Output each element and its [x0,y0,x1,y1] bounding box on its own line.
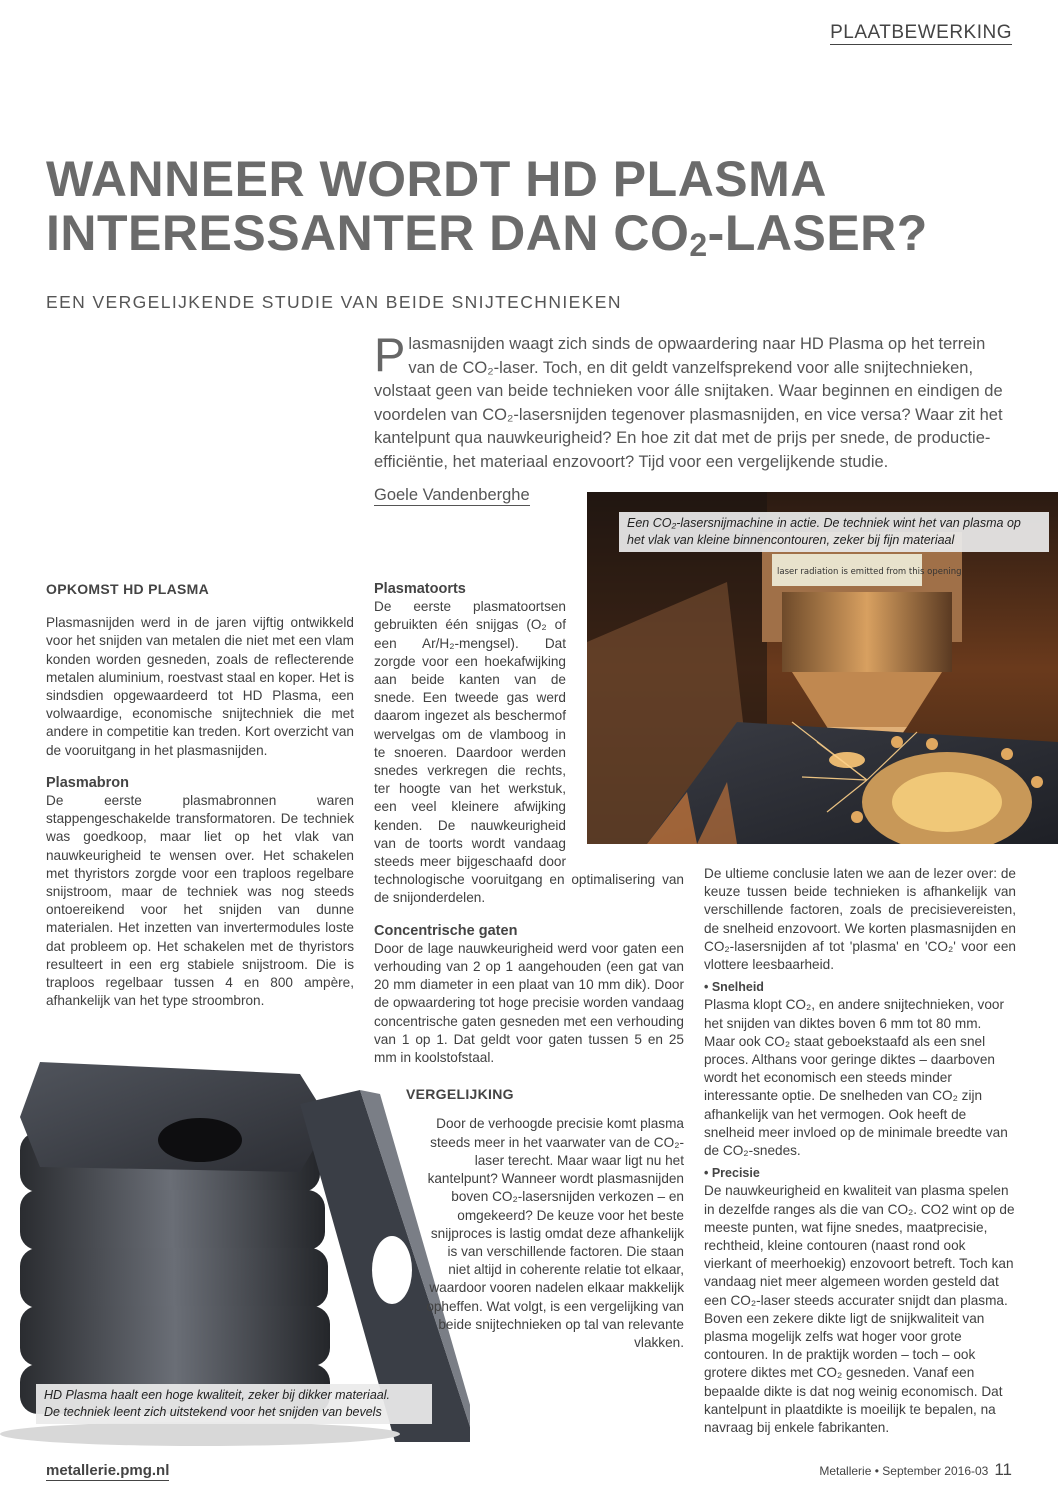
plasmatoorts-block [374,580,566,598]
title-subscript: 2 [689,227,708,263]
bullet-snelheid-title: • Snelheid [704,980,764,995]
bullet-precisie-title: • Precisie [704,1166,760,1181]
footer-issue-text: Metallerie • September 2016-03 [819,1464,989,1478]
paragraph-concentrische-gaten: Door de lage nauwkeurigheid werd voor gaten een verhouding van 2 op 1 aangehouden (een gat van 20 mm diameter in een plaat van 10 mm dik). Door de opwaardering tot hoge precisie worden vandaag concentrische gaten gesneden met een verhouding van 1 op 1. Dat geldt voor gaten tussen 5 en 25 mm in koolstofstaal. [374,940,684,1066]
heading-concentrische-gaten: Concentrische gaten [374,922,518,939]
plasma-caption-line2: De techniek leent zich uitstekend voor het snijden van bevels [44,1405,382,1419]
paragraph-plasmatoorts [374,598,684,907]
page-number: 11 [994,1460,1012,1479]
intro-text: lasmasnijden waagt zich sinds de opwaardering naar HD Plasma op het terrein van de CO₂-laser. Toch, en dit geldt vanzelfsprekend voor alle snijtechnieken, volstaat geen van beide technieken voor álle snijtaken. Waar beginnen en eindigen de voordelen van CO₂-lasersnijden tegenover plasmasnijden, en vice versa? Waar zit het kantelpunt qua nauwkeurigheid? En hoe zit dat met de prijs per snede, de productie-efficiëntie, het materiaal enzovoort? Tijd voor een vergelijkende studie. [374,335,1003,471]
heading-vergelijking: VERGELIJKING [406,1086,514,1103]
section-tag: PLAATBEWERKING [830,22,1012,43]
paragraph-conclusie: De ultieme conclusie laten we aan de lezer over: de keuze tussen beide technieken is afhankelijk van verschillende factoren, zoals de precisievereisten, de snelheid enzovoort. We korten plasmasnijden en CO₂-lasersnijden af tot 'plasma' en 'CO₂' voor een vlottere leesbaarheid. [704,866,1016,973]
column-2 [374,580,684,1352]
paragraph-opkomst: Plasmasnijden werd in de jaren vijftig ontwikkeld voor het snijden van metalen die niet met een vlam konden worden gesneden, zoals de reflecterende metalen aluminium, roestvast staal en koper. Het is sindsdien opgewaardeerd tot HD Plasma, een volwaardige, economische snijtechniek die met andere in competitie kan treden. Kort overzicht van de vooruitgang in het plasmasnijden. [46,615,354,758]
paragraph-vergelijking: Door de verhoogde precisie komt plasma steeds meer in het vaarwater van de CO₂-laser terecht. Maar waar ligt nu het kantelpunt? Wanneer wordt plasmasnijden boven CO₂-lasersnijden verkozen – en omgekeerd? De keuze voor het beste snijproces is lastig omdat deze afhankelijk is van verschillende factoren. Die staan niet altijd in coherente relatie tot elkaar, waardoor vooren nadelen elkaar makkelijk opheffen. Wat volgt, is een vergelijking van beide snijtechnieken op tal van relevante vlakken. [426,1116,684,1350]
column-1 [46,580,354,1010]
title-line2-post: -LASER? [707,205,928,261]
heading-plasmatoorts: Plasmatoorts [374,581,466,597]
bullet-precisie-text: De nauwkeurigheid en kwaliteit van plasma spelen in dezelfde ranges als die van CO₂. CO2 wint op de meeste punten, wat fijne snedes, maatprecisie, rechtheid, kleine contouren (naast rond ook vierkant of meerhoekig) enzovoort betreft. Toch kan vandaag niet meer algemeen worden gesteld dat een CO₂-laser steeds accurater snijdt dan plasma. Boven een zekere dikte ligt de snijkwaliteit van plasma mogelijk zelfs wat hoger voor grote contouren. In de praktijk worden – toch – ook grotere diktes met CO₂ gesneden. Vanaf een bepaalde dikte is dat nog weinig economisch. Dat kantelpunt in plaatdikte is moeilijk te bepalen, na navraag bij enkele fabrikanten. [704,1183,1015,1436]
column-3 [704,865,1016,1437]
title-line2-pre: INTERESSANTER DAN CO [46,205,690,261]
footer-website-link[interactable]: metallerie.pmg.nl [46,1462,170,1479]
article-author: Goele Vandenberghe [374,486,530,504]
photo-wrap-spacer [566,598,684,870]
heading-plasmabron: Plasmabron [46,774,129,791]
laser-photo-caption: Een CO₂-lasersnijmachine in actie. De techniek wint het van plasma op het vlak van kleine binnencontouren, zeker bij fijn materiaal [619,512,1049,552]
paragraph-plasmatoorts-text: De eerste plasmatoortsen gebruikten één snijgas (O₂ of een Ar/H₂-mengsel). Dat zorgde voor een hoekafwijking aan beide kanten van de snede. Een tweede gas werd daarom ingezet als beschermof wervelgas om de vlamboog in te snoeren. Daardoor werden snedes verkregen die rechts, ter hoogte van het werkstuk, een veel kleinere afwijking kenden. De nauwkeurigheid van de toorts wordt vandaag steeds meer bijgeschaafd door technologische vooruitgang en optimalisering van de snijonderdelen. [374,599,684,906]
plasma-caption-line1: HD Plasma haalt een hoge kwaliteit, zeker bij dikker materiaal. [44,1388,390,1402]
article-intro [374,328,1014,474]
paragraph-plasmabron: De eerste plasmabronnen waren stappengeschakelde transformatoren. De techniek was goedkoop, maar liet op het vlak van nauwkeurigheid te wensen over. Het schakelen met thyristors zorgde voor een traploos regelbare snijstroom, maar de techniek was nog steeds ontoereikend voor het snijden van dunne materialen. Het inzetten van invertermodules loste dat probleem op. Het schakelen met de thyristors resulteert in een erg stabiele snijstroom. Die is traploos regelbaar tussen 4 en 800 ampère, afhankelijk van het type stroombron. [46,793,354,1009]
plasma-photo-caption [36,1384,432,1424]
heading-opkomst: OPKOMST HD PLASMA [46,581,209,597]
bullet-snelheid-text: Plasma klopt CO₂, en andere snijtechnieken, voor het snijden van diktes boven 6 mm tot 80 mm. Maar ook CO₂ staat geboekstaafd als een snel proces. Althans voor geringe diktes – daarboven wordt het economisch een steeds minder interessante optie. De snelheden van CO₂ zijn afhankelijk van het vermogen. Ook heeft de snelheid meer invloed op de minimale breedte van de CO₂-snedes. [704,997,1008,1159]
article-subtitle: EEN VERGELIJKENDE STUDIE VAN BEIDE SNIJTECHNIEKEN [46,292,622,312]
laser-warning-label: laser radiation is emitted from this opening [777,567,962,577]
article-title [46,152,1006,272]
title-line1: WANNEER WORDT HD PLASMA [46,151,827,207]
footer-issue [819,1460,1012,1480]
intro-dropcap: P [374,328,406,381]
